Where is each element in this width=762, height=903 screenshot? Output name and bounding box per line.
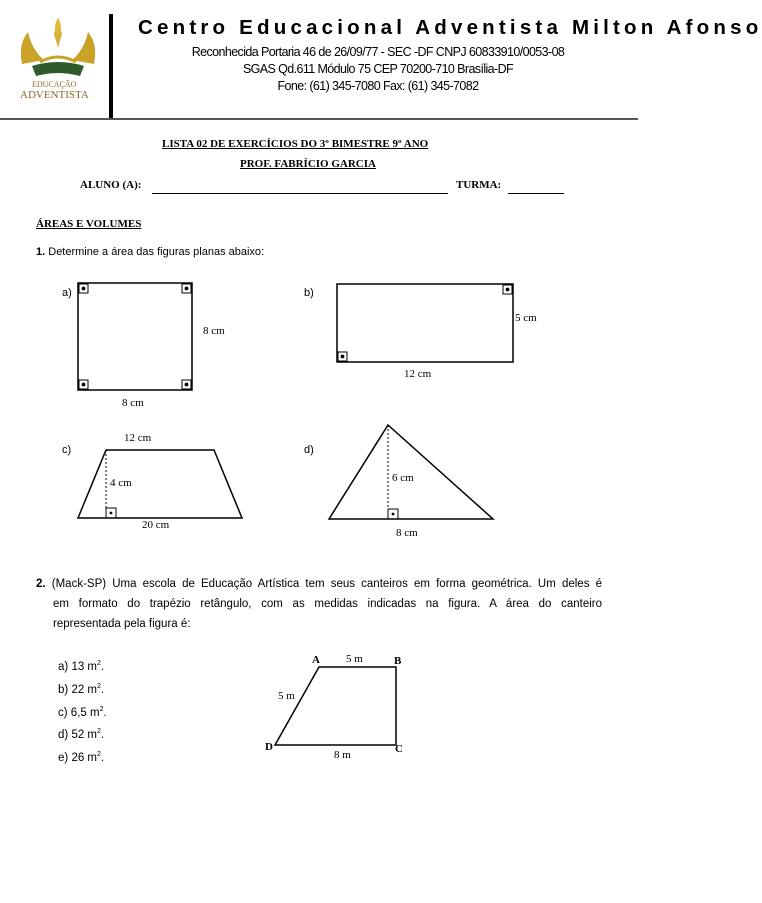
option-c[interactable]: c) 6,5 $m^2$.	[58, 705, 107, 719]
fig-c-bottom: 20 cm	[142, 519, 170, 531]
option-d[interactable]: d) 52 $m^2$.	[58, 728, 105, 742]
fig-c-trapezoid	[76, 446, 246, 522]
fig-b-side-bottom: 12 cm	[404, 368, 432, 380]
header-line-1: Reconhecida Portaria 46 de 26/09/77 - SEC -DF CNPJ 60833910/0053-08	[191, 45, 565, 59]
fig-c-label: c)	[62, 444, 72, 456]
q2-options	[58, 654, 107, 768]
logo-text-bottom: ADVENTISTA	[20, 89, 89, 101]
right-angle-marks	[79, 284, 191, 389]
vertex-b: B	[394, 655, 402, 667]
fig-d-label: d)	[304, 444, 314, 456]
header-line-3: Fone: (61) 345-7080 Fax: (61) 345-7082	[277, 79, 479, 93]
class-line[interactable]	[508, 193, 564, 194]
header-line-2: SGAS Qd.611 Módulo 75 CEP 70200-710 Brasília-DF	[242, 62, 514, 76]
q2-statement	[36, 574, 602, 634]
q2-line-1	[36, 574, 602, 594]
section-title: ÁREAS E VOLUMES	[36, 218, 142, 230]
vertex-c: C	[395, 743, 403, 755]
option-a[interactable]: a) 13 $m^2$.	[58, 660, 105, 673]
class-label: TURMA:	[456, 179, 502, 191]
q2-line-1-text: (Mack-SP) Uma escola de Educação Artística tem seus canteiros em forma geométrica. Um deles é	[51, 578, 602, 590]
fig-a-square	[76, 280, 206, 396]
vertex-a: A	[312, 654, 320, 666]
q2-bottom-side: 8 m	[334, 749, 351, 761]
school-logo	[14, 14, 102, 106]
q2-trapezoid	[272, 664, 400, 748]
option-b[interactable]: b) 22 $m^2$.	[58, 682, 105, 696]
student-name-line[interactable]	[152, 193, 448, 194]
fig-b-side-right: 5 cm	[515, 312, 537, 324]
fig-a-side-right: 8 cm	[203, 325, 225, 337]
fig-a-side-bottom: 8 cm	[122, 397, 144, 409]
fig-c-height: 4 cm	[110, 477, 132, 489]
q1-statement	[36, 246, 264, 258]
fig-a-label: a)	[62, 287, 72, 299]
q2-slant-side: 5 m	[278, 690, 295, 702]
fig-c-top: 12 cm	[124, 432, 152, 444]
fig-d-base: 8 cm	[396, 527, 418, 539]
q1-number: 1.	[36, 246, 46, 258]
logo-text-top: EDUCAÇÃO	[32, 80, 77, 89]
fig-d-height: 6 cm	[392, 472, 414, 484]
q2-top-side: 5 m	[346, 653, 363, 665]
fig-b-label: b)	[304, 287, 314, 299]
student-label: ALUNO (A):	[80, 179, 142, 191]
q1-text: Determine a área das figuras planas abaixo:	[48, 246, 265, 258]
q2-number: 2.	[36, 578, 46, 590]
school-name: Centro Educacional Adventista Milton Afonso	[138, 16, 762, 39]
q2-line-2: em formato do trapézio retângulo, com as medidas indicadas na figura. A área do canteiro	[53, 598, 602, 610]
header-divider	[109, 14, 113, 120]
option-e[interactable]: e) 26 $m^2$.	[58, 751, 105, 765]
vertex-d: D	[265, 741, 273, 753]
fig-b-rectangle	[335, 281, 517, 365]
list-title: LISTA 02 DE EXERCÍCIOS DO 3º BIMESTRE 9º ANO	[162, 138, 429, 150]
teacher-name: PROF. FABRÍCIO GARCIA	[240, 158, 376, 170]
header-rule	[0, 118, 638, 120]
q2-line-3: representada pela figura é:	[53, 618, 191, 630]
